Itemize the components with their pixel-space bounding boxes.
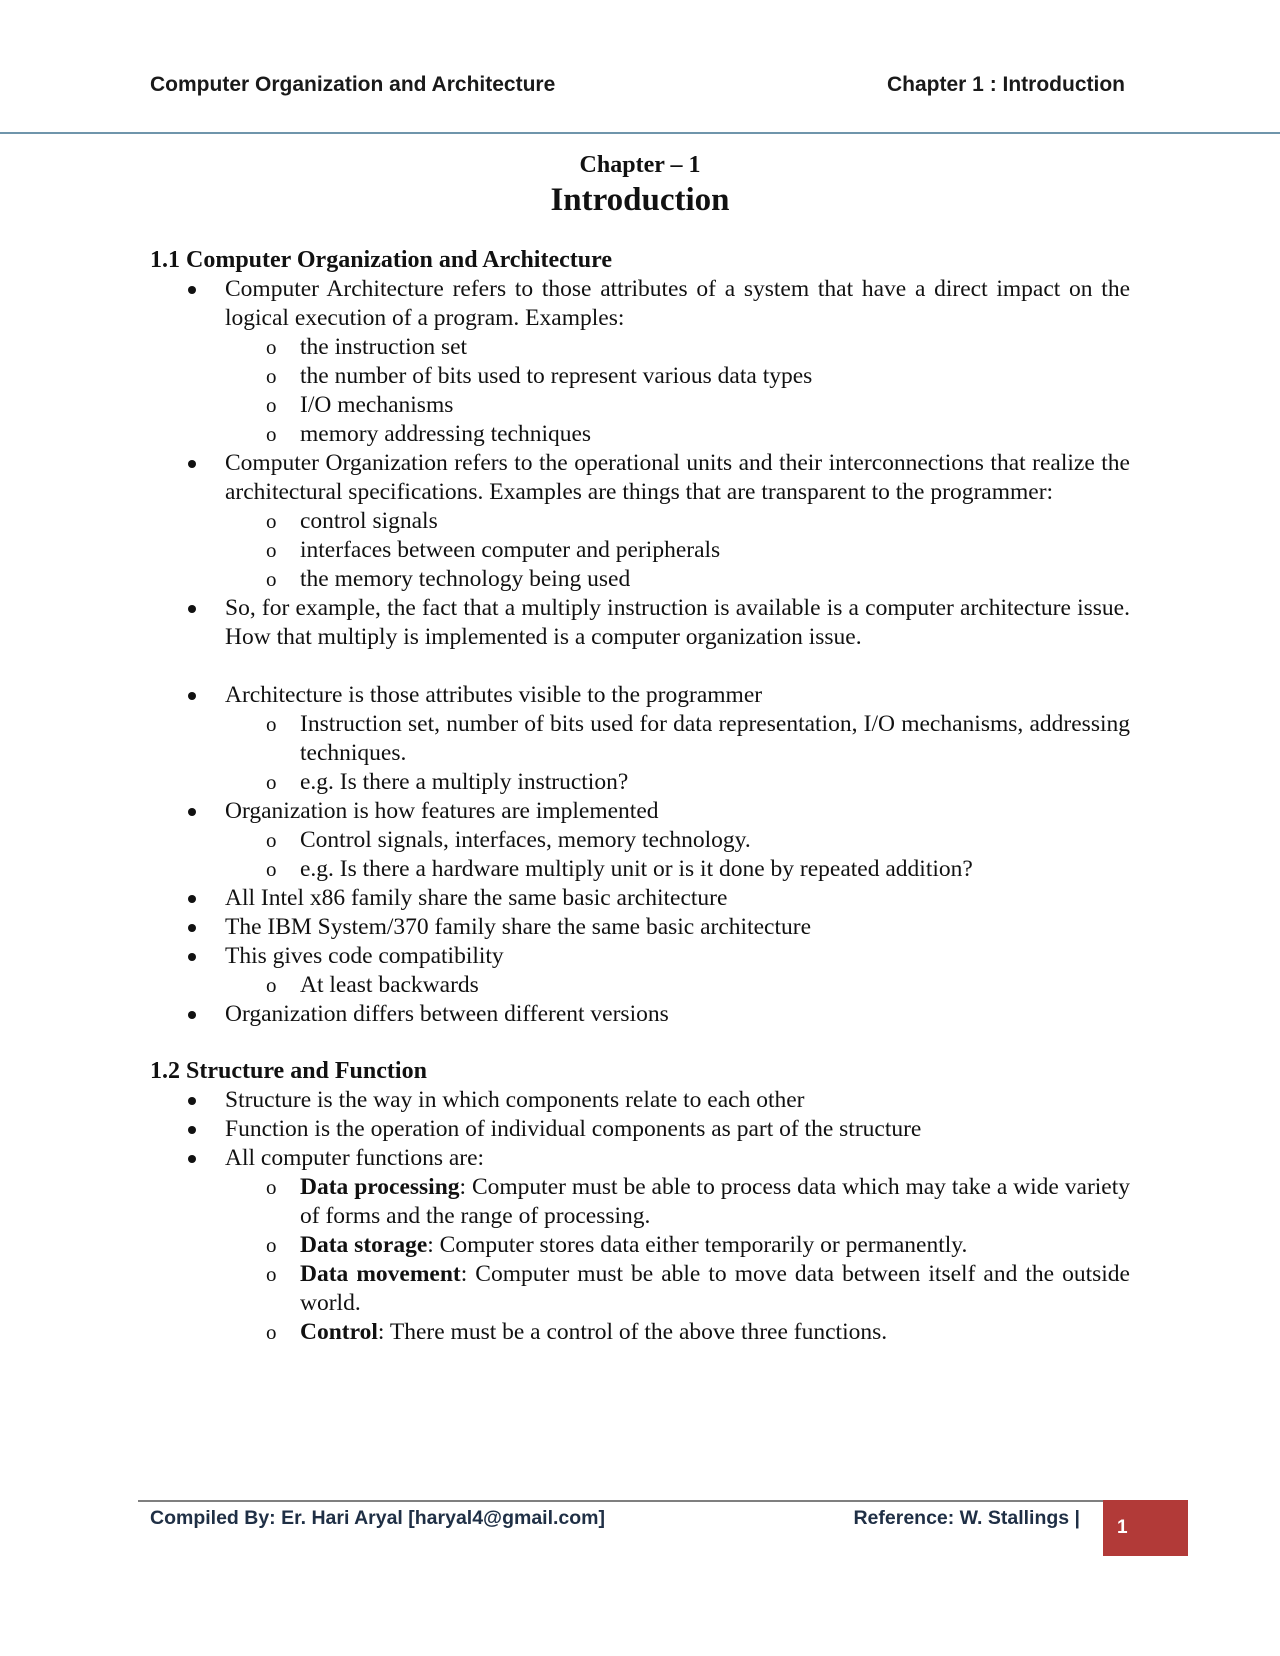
chapter-number: Chapter – 1 (579, 152, 701, 178)
section-1-1-list (150, 275, 1130, 652)
section-1-1-list-continued (150, 681, 1130, 1029)
sub-list-item: o e.g. Is there a hardware multiply unit or is it done by repeated addition? (300, 855, 1130, 884)
list-item: Function is the operation of individual components as part of the structure (225, 1115, 1130, 1144)
sub-list-item: o the instruction set (300, 333, 1130, 362)
section-1-2-list (150, 1086, 1130, 1347)
function-item: o Data storage: Computer stores data either temporarily or permanently. (300, 1231, 1130, 1260)
section-heading-1-2: 1.2 Structure and Function (150, 1058, 427, 1084)
page-number-badge (1103, 1500, 1188, 1556)
sub-list-item: o I/O mechanisms (300, 391, 1130, 420)
sub-list-item: o the number of bits used to represent various data types (300, 362, 1130, 391)
list-item: All Intel x86 family share the same basic architecture (225, 884, 1130, 913)
page-number: 1 (1117, 1517, 1128, 1538)
footer-reference: Reference: W. Stallings | (853, 1507, 1080, 1529)
footer-divider (138, 1500, 1103, 1502)
list-item: All computer functions are: o Data processing: Computer must be able to process data which may take a wide variety of forms and the range of processing. o Data storage: Computer stores data either temporarily or permanently. o Data movement: Computer must be able to move data between itself and the outside world. o Control: There must be a control of the above three functions. (225, 1144, 1130, 1347)
list-item: So, for example, the fact that a multiply instruction is available is a computer architecture issue. How that multiply is implemented is a computer organization issue. (225, 595, 1130, 650)
sub-list-item: o memory addressing techniques (300, 420, 1130, 449)
function-term: Data movement (300, 1261, 461, 1287)
sub-list-item: o At least backwards (300, 971, 1130, 1000)
running-header (150, 73, 1125, 97)
function-term: Control (300, 1319, 378, 1345)
sub-list (225, 971, 1130, 1000)
sub-list-item: o Control signals, interfaces, memory technology. (300, 826, 1130, 855)
list-item: This gives code compatibility o At least backwards (225, 942, 1130, 1000)
header-book-title: Computer Organization and Architecture (150, 73, 556, 96)
sub-list (225, 507, 1130, 594)
functions-list (225, 1173, 1130, 1347)
list-item: Organization is how features are implemented o Control signals, interfaces, memory technology. o e.g. Is there a hardware multiply unit or is it done by repeated addition? (225, 797, 1130, 884)
chapter-heading (0, 150, 1280, 220)
page-content (150, 245, 1130, 1347)
list-item: Computer Architecture refers to those attributes of a system that have a direct impact on the logical execution of a program. Examples: o the instruction set o the number of bits used to represent various data types o I/O mechanisms o memory addressing techniques (225, 275, 1130, 449)
sub-list (225, 710, 1130, 797)
spacer (150, 652, 1130, 681)
list-item: Computer Organization refers to the operational units and their interconnections that realize the architectural specifications. Examples are things that are transparent to the programmer: o control signals o interfaces between computer and peripherals o the memory technology being used (225, 449, 1130, 594)
sub-list-item: o the memory technology being used (300, 565, 1130, 594)
sub-list-item: o e.g. Is there a multiply instruction? (300, 768, 1130, 797)
function-term: Data processing (300, 1174, 460, 1200)
list-item: Architecture is those attributes visible to the programmer o Instruction set, number of bits used for data representation, I/O mechanisms, addressing techniques. o e.g. Is there a multiply instruction? (225, 681, 1130, 797)
function-item: o Data movement: Computer must be able to move data between itself and the outside world. (300, 1260, 1130, 1318)
spacer (150, 1029, 1130, 1056)
header-divider (0, 132, 1280, 134)
sub-list-item: o interfaces between computer and peripherals (300, 536, 1130, 565)
chapter-title: Introduction (550, 182, 730, 218)
list-item: Structure is the way in which components relate to each other (225, 1086, 1130, 1115)
sub-list (225, 826, 1130, 884)
sub-list-item: o control signals (300, 507, 1130, 536)
sub-list-item: o Instruction set, number of bits used for data representation, I/O mechanisms, addressing techniques. (300, 710, 1130, 768)
function-term: Data storage (300, 1232, 428, 1258)
function-item: o Control: There must be a control of the above three functions. (300, 1318, 1130, 1347)
sub-list (225, 333, 1130, 449)
running-footer (150, 1507, 1080, 1530)
section-heading-1-1: 1.1 Computer Organization and Architecture (150, 247, 612, 273)
function-item: o Data processing: Computer must be able to process data which may take a wide variety of forms and the range of processing. (300, 1173, 1130, 1231)
header-chapter: Chapter 1 : Introduction (887, 73, 1125, 96)
list-item: The IBM System/370 family share the same basic architecture (225, 913, 1130, 942)
footer-compiled-by: Compiled By: Er. Hari Aryal [haryal4@gmail.com] (150, 1507, 606, 1529)
list-item: Organization differs between different versions (225, 1000, 1130, 1029)
